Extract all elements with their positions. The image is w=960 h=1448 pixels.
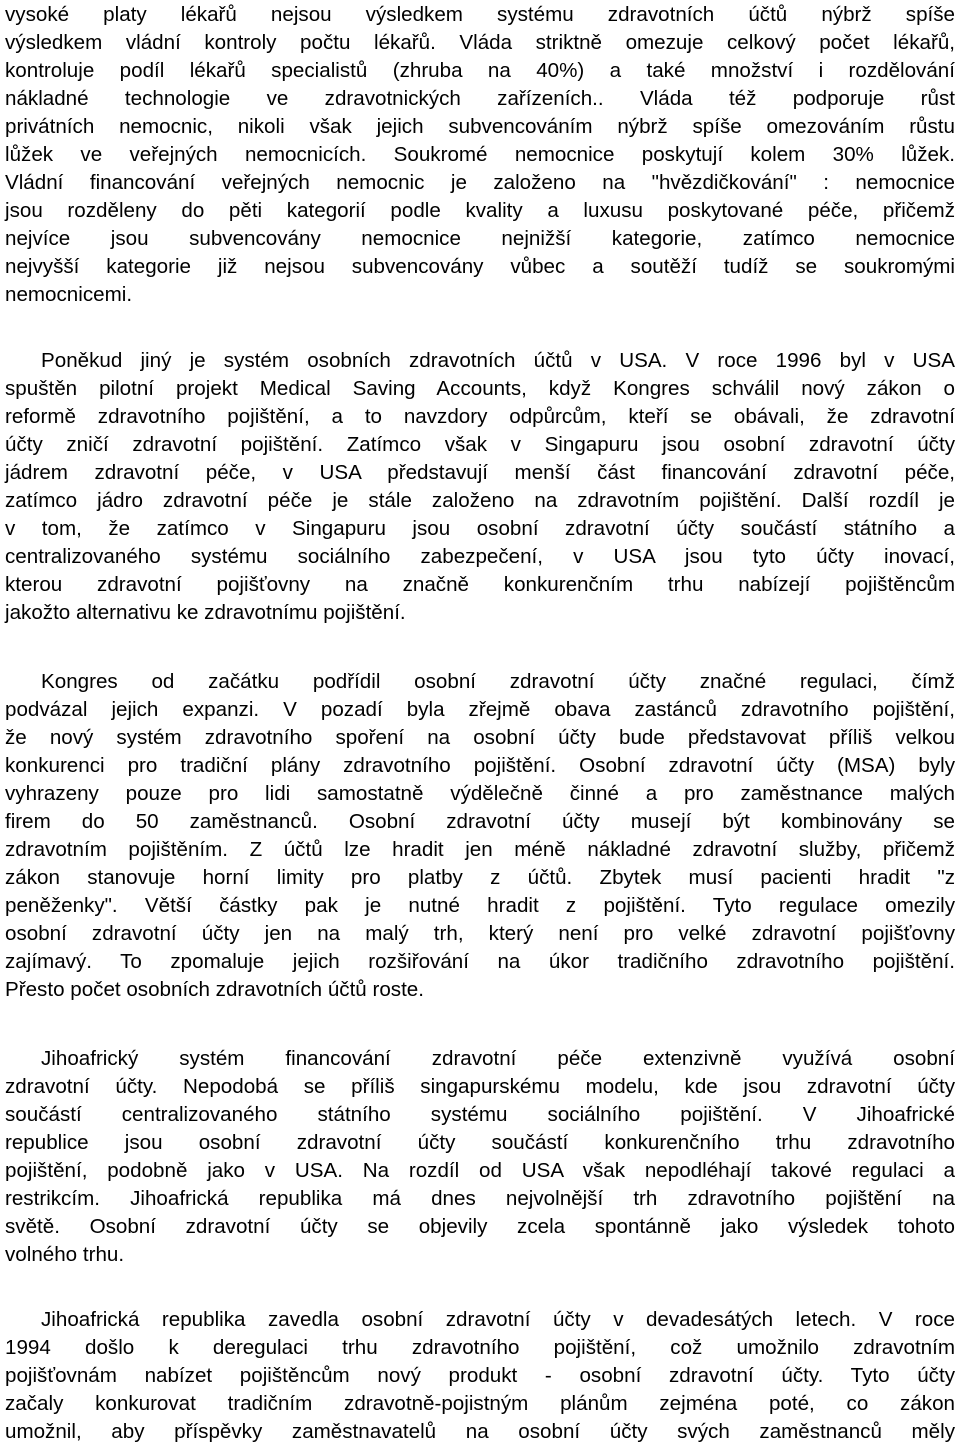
text-line (5, 1306, 955, 1334)
text-line: restrikcím. Jihoafrická republika má dnes nejvolnější trh zdravotního pojištění na (5, 1187, 955, 1210)
text-line: kontroluje podíl lékařů specialistů (zhruba na 40%) a také množství i rozdělování (5, 59, 955, 82)
text-line: privátních nemocnic, nikoli však jejich subvencováním nýbrž spíše omezováním růstu (5, 115, 955, 138)
text-line: umožnil, aby příspěvky zaměstnavatelů na osobní účty svých zaměstnanců měly (5, 1420, 955, 1443)
text-line (5, 347, 955, 375)
paragraph-1 (5, 1, 955, 309)
text-line (5, 1045, 955, 1073)
text-line: republice jsou osobní zdravotní účty součástí konkurenčního trhu zdravotního (5, 1131, 955, 1154)
text-line: zdravotní účty. Nepodobá se příliš singapurskému modelu, kde jsou zdravotní účty (5, 1075, 955, 1098)
paragraph-5 (5, 1306, 955, 1446)
text-line: konkurenci pro tradiční plány zdravotního pojištění. Osobní zdravotní účty (MSA) byly (5, 754, 955, 777)
text-line-content: Kongres od začátku podřídil osobní zdravotní účty značné regulaci, čímž (41, 670, 955, 693)
text-line: podvázal jejich expanzi. V pozadí byla zřejmě obava zastánců zdravotního pojištění, (5, 698, 955, 721)
text-line: světě. Osobní zdravotní účty se objevily zcela spontánně jako výsledek tohoto (5, 1215, 955, 1238)
text-line: Přesto počet osobních zdravotních účtů roste. (5, 978, 424, 1001)
text-line: pojišťovnám nabízet pojištěncům nový produkt - osobní zdravotní účty. Tyto účty (5, 1364, 955, 1387)
text-line: centralizovaného systému sociálního zabezpečení, v USA jsou tyto účty inovací, (5, 545, 955, 568)
paragraph-2 (5, 347, 955, 627)
text-line: reformě zdravotního pojištění, a to navzdory odpůrcům, kteří se obávali, že zdravotní (5, 405, 955, 428)
text-line: kterou zdravotní pojišťovny na značně konkurenčním trhu nabízejí pojištěncům (5, 573, 955, 596)
text-line: vysoké platy lékařů nejsou výsledkem systému zdravotních účtů nýbrž spíše (5, 3, 955, 26)
text-line: peněženky". Větší částky pak je nutné hradit z pojištění. Tyto regulace omezily (5, 894, 955, 917)
text-line: osobní zdravotní účty jen na malý trh, který není pro velké zdravotní pojišťovny (5, 922, 955, 945)
text-line: nejvíce jsou subvencovány nemocnice nejnižší kategorie, zatímco nemocnice (5, 227, 955, 250)
text-line: v tom, že zatímco v Singapuru jsou osobní zdravotní účty součástí státního a (5, 517, 955, 540)
text-line: spuštěn pilotní projekt Medical Saving Accounts, když Kongres schválil nový zákon o (5, 377, 955, 400)
text-line: lůžek ve veřejných nemocnicích. Soukromé nemocnice poskytují kolem 30% lůžek. (5, 143, 955, 166)
text-line: začaly konkurovat tradičním zdravotně-pojistným plánům zejména poté, co zákon (5, 1392, 955, 1415)
text-line: zatímco jádro zdravotní péče je stále založeno na zdravotním pojištění. Další rozdíl je (5, 489, 955, 512)
text-line: Vládní financování veřejných nemocnic je založeno na "hvězdičkování" : nemocnice (5, 171, 955, 194)
text-line: nejvyšší kategorie již nejsou subvencovány vůbec a soutěží tudíž se soukromými (5, 255, 955, 278)
text-line: volného trhu. (5, 1243, 125, 1266)
text-line: zajímavý. To zpomaluje jejich rozšiřování na úkor tradičního zdravotního pojištění. (5, 950, 955, 973)
paragraph-3 (5, 668, 955, 1004)
text-line: jádrem zdravotní péče, v USA představují menší část financování zdravotní péče, (5, 461, 955, 484)
text-line: firem do 50 zaměstnanců. Osobní zdravotní účty musejí být kombinovány se (5, 810, 955, 833)
text-line: zdravotním pojištěním. Z účtů lze hradit jen méně nákladné zdravotní služby, přičemž (5, 838, 955, 861)
text-line: 1994 došlo k deregulaci trhu zdravotního pojištění, což umožnilo zdravotním (5, 1336, 955, 1359)
text-line-content: Jihoafrická republika zavedla osobní zdravotní účty v devadesátých letech. V roce (41, 1308, 955, 1331)
text-line (5, 668, 955, 696)
text-line-content: Jihoafrický systém financování zdravotní péče extenzivně využívá osobní (41, 1047, 955, 1070)
text-line: součástí centralizovaného státního systému sociálního pojištění. V Jihoafrické (5, 1103, 955, 1126)
text-line: že nový systém zdravotního spoření na osobní účty bude představovat příliš velkou (5, 726, 955, 749)
text-line: nemocnicemi. (5, 283, 133, 306)
text-line: účty zničí zdravotní pojištění. Zatímco však v Singapuru jsou osobní zdravotní účty (5, 433, 955, 456)
text-line: zákon stanovuje horní limity pro platby z účtů. Zbytek musí pacienti hradit "z (5, 866, 955, 889)
text-line: vyhrazeny pouze pro lidi samostatně výdělečně činné a pro zaměstnance malých (5, 782, 955, 805)
text-line: jsou rozděleny do pěti kategorií podle kvality a luxusu poskytované péče, přičemž (5, 199, 955, 222)
text-line: výsledkem vládní kontroly počtu lékařů. Vláda striktně omezuje celkový počet lékařů, (5, 31, 955, 54)
text-line: pojištění, podobně jako v USA. Na rozdíl od USA však nepodléhají takové regulaci a (5, 1159, 955, 1182)
text-line-content: Poněkud jiný je systém osobních zdravotních účtů v USA. V roce 1996 byl v USA (41, 349, 955, 372)
text-line: jakožto alternativu ke zdravotnímu pojištění. (5, 601, 406, 624)
paragraph-4 (5, 1045, 955, 1269)
text-line: nákladné technologie ve zdravotnických zařízeních.. Vláda též podporuje růst (5, 87, 955, 110)
